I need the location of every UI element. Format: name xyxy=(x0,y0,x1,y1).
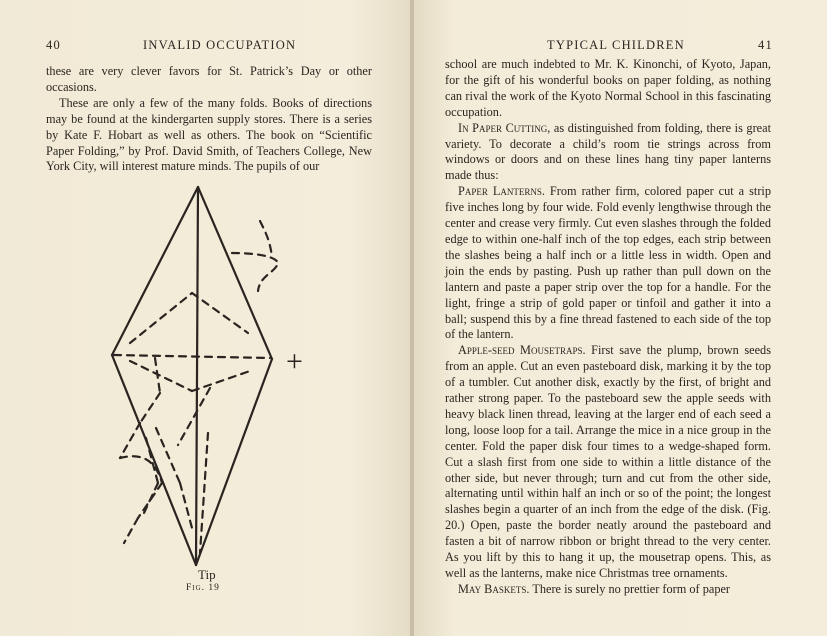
tip-label: Tip xyxy=(198,567,216,582)
left-body-text xyxy=(46,64,372,175)
paragraph: school are much indebted to Mr. K. Kinonchi, of Kyoto, Japan, for the gift of his wonderful books on paper folding, as nothing can rival the work of the Kyoto Normal School in this fascinating occupation. xyxy=(445,57,771,119)
page-number-left: 40 xyxy=(46,38,61,52)
page-number-right: 41 xyxy=(758,38,773,52)
paragraph: These are only a few of the many folds. Books of directions may be found at the kindergarten supply stores. There is a series by Kate F. Hobart as well as others. The book on “Scientific Paper Folding,” by Prof. David Smith, of Teachers College, New York City, will interest mature minds. The pupils of our xyxy=(46,95,372,174)
folding-diagram-figure xyxy=(100,183,320,583)
paragraph: these are very clever favors for St. Patrick’s Day or other occasions. xyxy=(46,64,372,94)
paragraph: In Paper Cutting, as distinguished from folding, there is great variety. To decorate a child’s room tie strings across from windows or doors and on these lines hang tiny paper lanterns made thus: xyxy=(445,120,771,183)
paragraph-heading: Paper Lanterns. xyxy=(458,184,545,199)
right-body-text xyxy=(445,57,771,598)
plus-mark: + xyxy=(286,345,303,378)
running-head-right: TYPICAL CHILDREN xyxy=(547,38,685,52)
running-head-left: INVALID OCCUPATION xyxy=(143,38,297,52)
paragraph: Apple-seed Mousetraps. First save the plump, brown seeds from an apple. Cut an even pasteboard disk, marking it by the top of a tumbler. Cut another disk, exactly by the first, of bright and rather strong paper. To the pasteboard sew the apple seeds with heavy black linen thread, leaving at the larger end of each seed a long, loose loop for a tail. Arrange the mice in a nice group in the center. Fold the paper disk four times to a wedge-shaped form. Cut a slash first from one side to within a little distance of the other side, but never through; turn and cut from the other side, alternating until within half an inch or so of the point; the longest slashes begin a quarter of an inch from the edge of the disk. (Fig. 20.) Open, paste the border neatly around the pasteboard and fasten a bit of narrow ribbon or bright thread to the very center. As you lift by this to hang it up, the mousetrap opens. This, as well as the lanterns, make nice Christmas tree ornaments. xyxy=(445,343,771,580)
paragraph: Paper Lanterns. From rather firm, colored paper cut a strip five inches long by four wide. Fold evenly lengthwise through the center and crease very firmly. Cut even slashes through the folded edge to within one-half inch of the top edges, each strip between the slashes being a half inch or a little less in width. Open and join the ends by pasting. Push up rather than pull down on the lantern and paste a paper strip over the top for a handle. For the light, fringe a strip of gold paper or tinfoil and gather it into a ball; suspend this by a fine thread fastened to each side of the top of the lantern. xyxy=(445,184,771,342)
figure-caption: Fig. 19 xyxy=(186,583,220,593)
paragraph-heading: In Paper Cutting, xyxy=(458,120,551,135)
left-page xyxy=(0,0,412,636)
paragraph-heading: May Baskets. xyxy=(458,581,530,596)
paragraph-heading: Apple-seed Mousetraps. xyxy=(458,343,586,358)
paragraph: May Baskets. There is surely no prettier form of paper xyxy=(458,581,731,596)
